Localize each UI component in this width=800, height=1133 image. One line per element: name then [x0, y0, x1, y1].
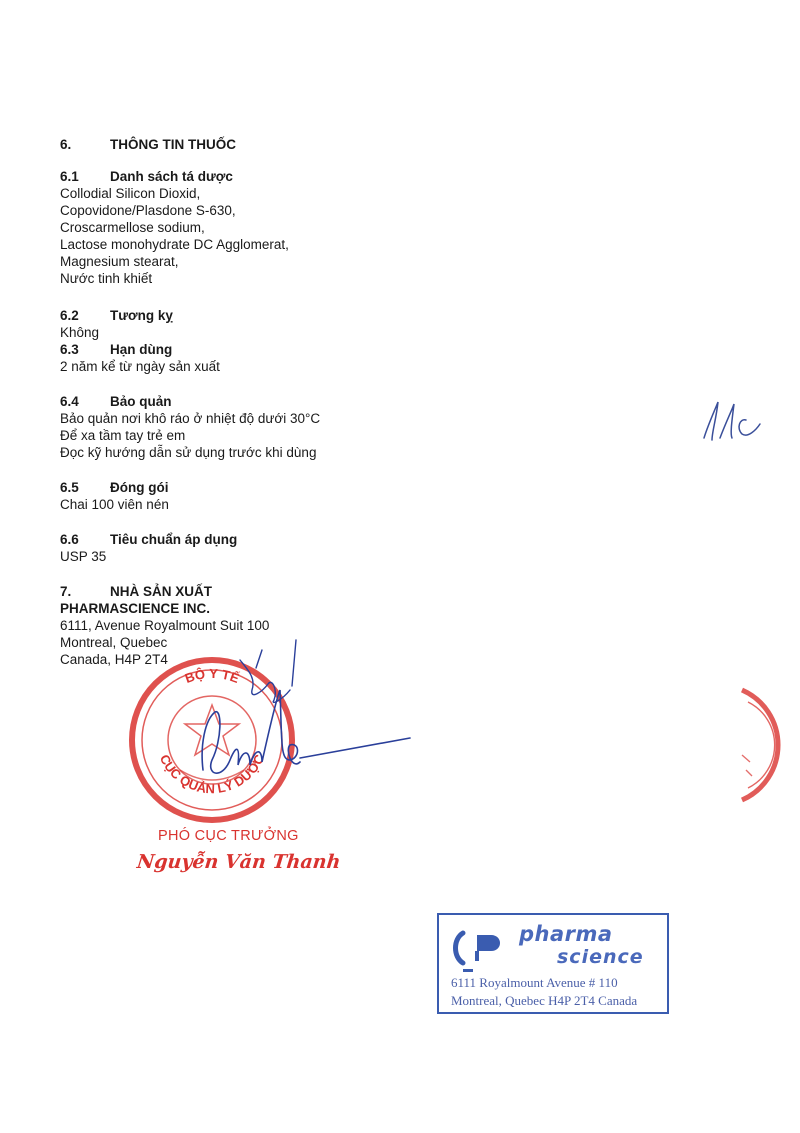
seal-star-icon: [185, 705, 239, 755]
stamp-brand-line1: pharma: [519, 922, 613, 946]
storage-line: Để xa tầm tay trẻ em: [60, 428, 186, 443]
stamp-brand-line2: science: [557, 946, 644, 968]
section-7-number: 7.: [60, 584, 72, 599]
subsection-6-3-body: 2 năm kể từ ngày sản xuất: [60, 359, 220, 374]
subsection-6-5-number: 6.5: [60, 480, 79, 495]
subsection-6-4-number: 6.4: [60, 394, 79, 409]
excipient-item: Copovidone/Plasdone S-630,: [60, 203, 236, 218]
subsection-6-2-body: Không: [60, 325, 100, 340]
signatory-name: Nguyễn Văn Thanh: [135, 851, 342, 873]
excipient-item: Lactose monohydrate DC Agglomerat,: [60, 237, 289, 252]
subsection-6-5-body: Chai 100 viên nén: [60, 497, 169, 512]
subsection-6-3-number: 6.3: [60, 342, 79, 357]
address-line: Canada, H4P 2T4: [60, 652, 168, 667]
subsection-6-1-title: Danh sách tá dược: [110, 169, 233, 184]
company-stamp: [437, 913, 669, 1014]
section-6-number: 6.: [60, 137, 72, 152]
excipient-item: Nước tinh khiết: [60, 271, 153, 286]
manufacturer-name: PHARMASCIENCE INC.: [60, 601, 211, 616]
excipient-item: Magnesium stearat,: [60, 254, 179, 269]
excipient-item: Croscarmellose sodium,: [60, 220, 205, 235]
subsection-6-6-body: USP 35: [60, 549, 107, 564]
subsection-6-2-number: 6.2: [60, 308, 79, 323]
subsection-6-2-title: Tương kỵ: [110, 308, 173, 323]
subsection-6-1-number: 6.1: [60, 169, 79, 184]
storage-line: Bảo quản nơi khô ráo ở nhiệt độ dưới 30°C: [60, 411, 321, 426]
pharmascience-logo-icon: [447, 925, 517, 973]
section-6-title: THÔNG TIN THUỐC: [110, 137, 236, 152]
address-line: 6111, Avenue Royalmount Suit 100: [60, 618, 270, 633]
subsection-6-6-number: 6.6: [60, 532, 79, 547]
storage-line: Đọc kỹ hướng dẫn sử dụng trước khi dùng: [60, 445, 317, 460]
paraph-signature: [240, 640, 296, 702]
excipient-item: Collodial Silicon Dioxid,: [60, 186, 201, 201]
stamp-address-line1: 6111 Royalmount Avenue # 110: [451, 975, 618, 990]
seal-bottom-text: CỤC QUẢN LÝ DƯỢC: [156, 752, 268, 797]
official-signature: [202, 690, 410, 773]
margin-initials: [704, 402, 760, 440]
subsection-6-3-title: Hạn dùng: [110, 342, 173, 357]
seal-top-text: BỘ Y TẾ: [182, 665, 242, 686]
section-7-title: NHÀ SẢN XUẤT: [110, 584, 213, 599]
signatory-title: PHÓ CỤC TRƯỞNG: [158, 828, 299, 844]
partial-seal-right: [742, 690, 778, 800]
address-line: Montreal, Quebec: [60, 635, 168, 650]
subsection-6-4-title: Bảo quản: [110, 394, 172, 409]
subsection-6-5-title: Đóng gói: [110, 480, 169, 495]
subsection-6-6-title: Tiêu chuẩn áp dụng: [110, 532, 238, 547]
stamp-address-line2: Montreal, Quebec H4P 2T4 Canada: [451, 993, 638, 1008]
